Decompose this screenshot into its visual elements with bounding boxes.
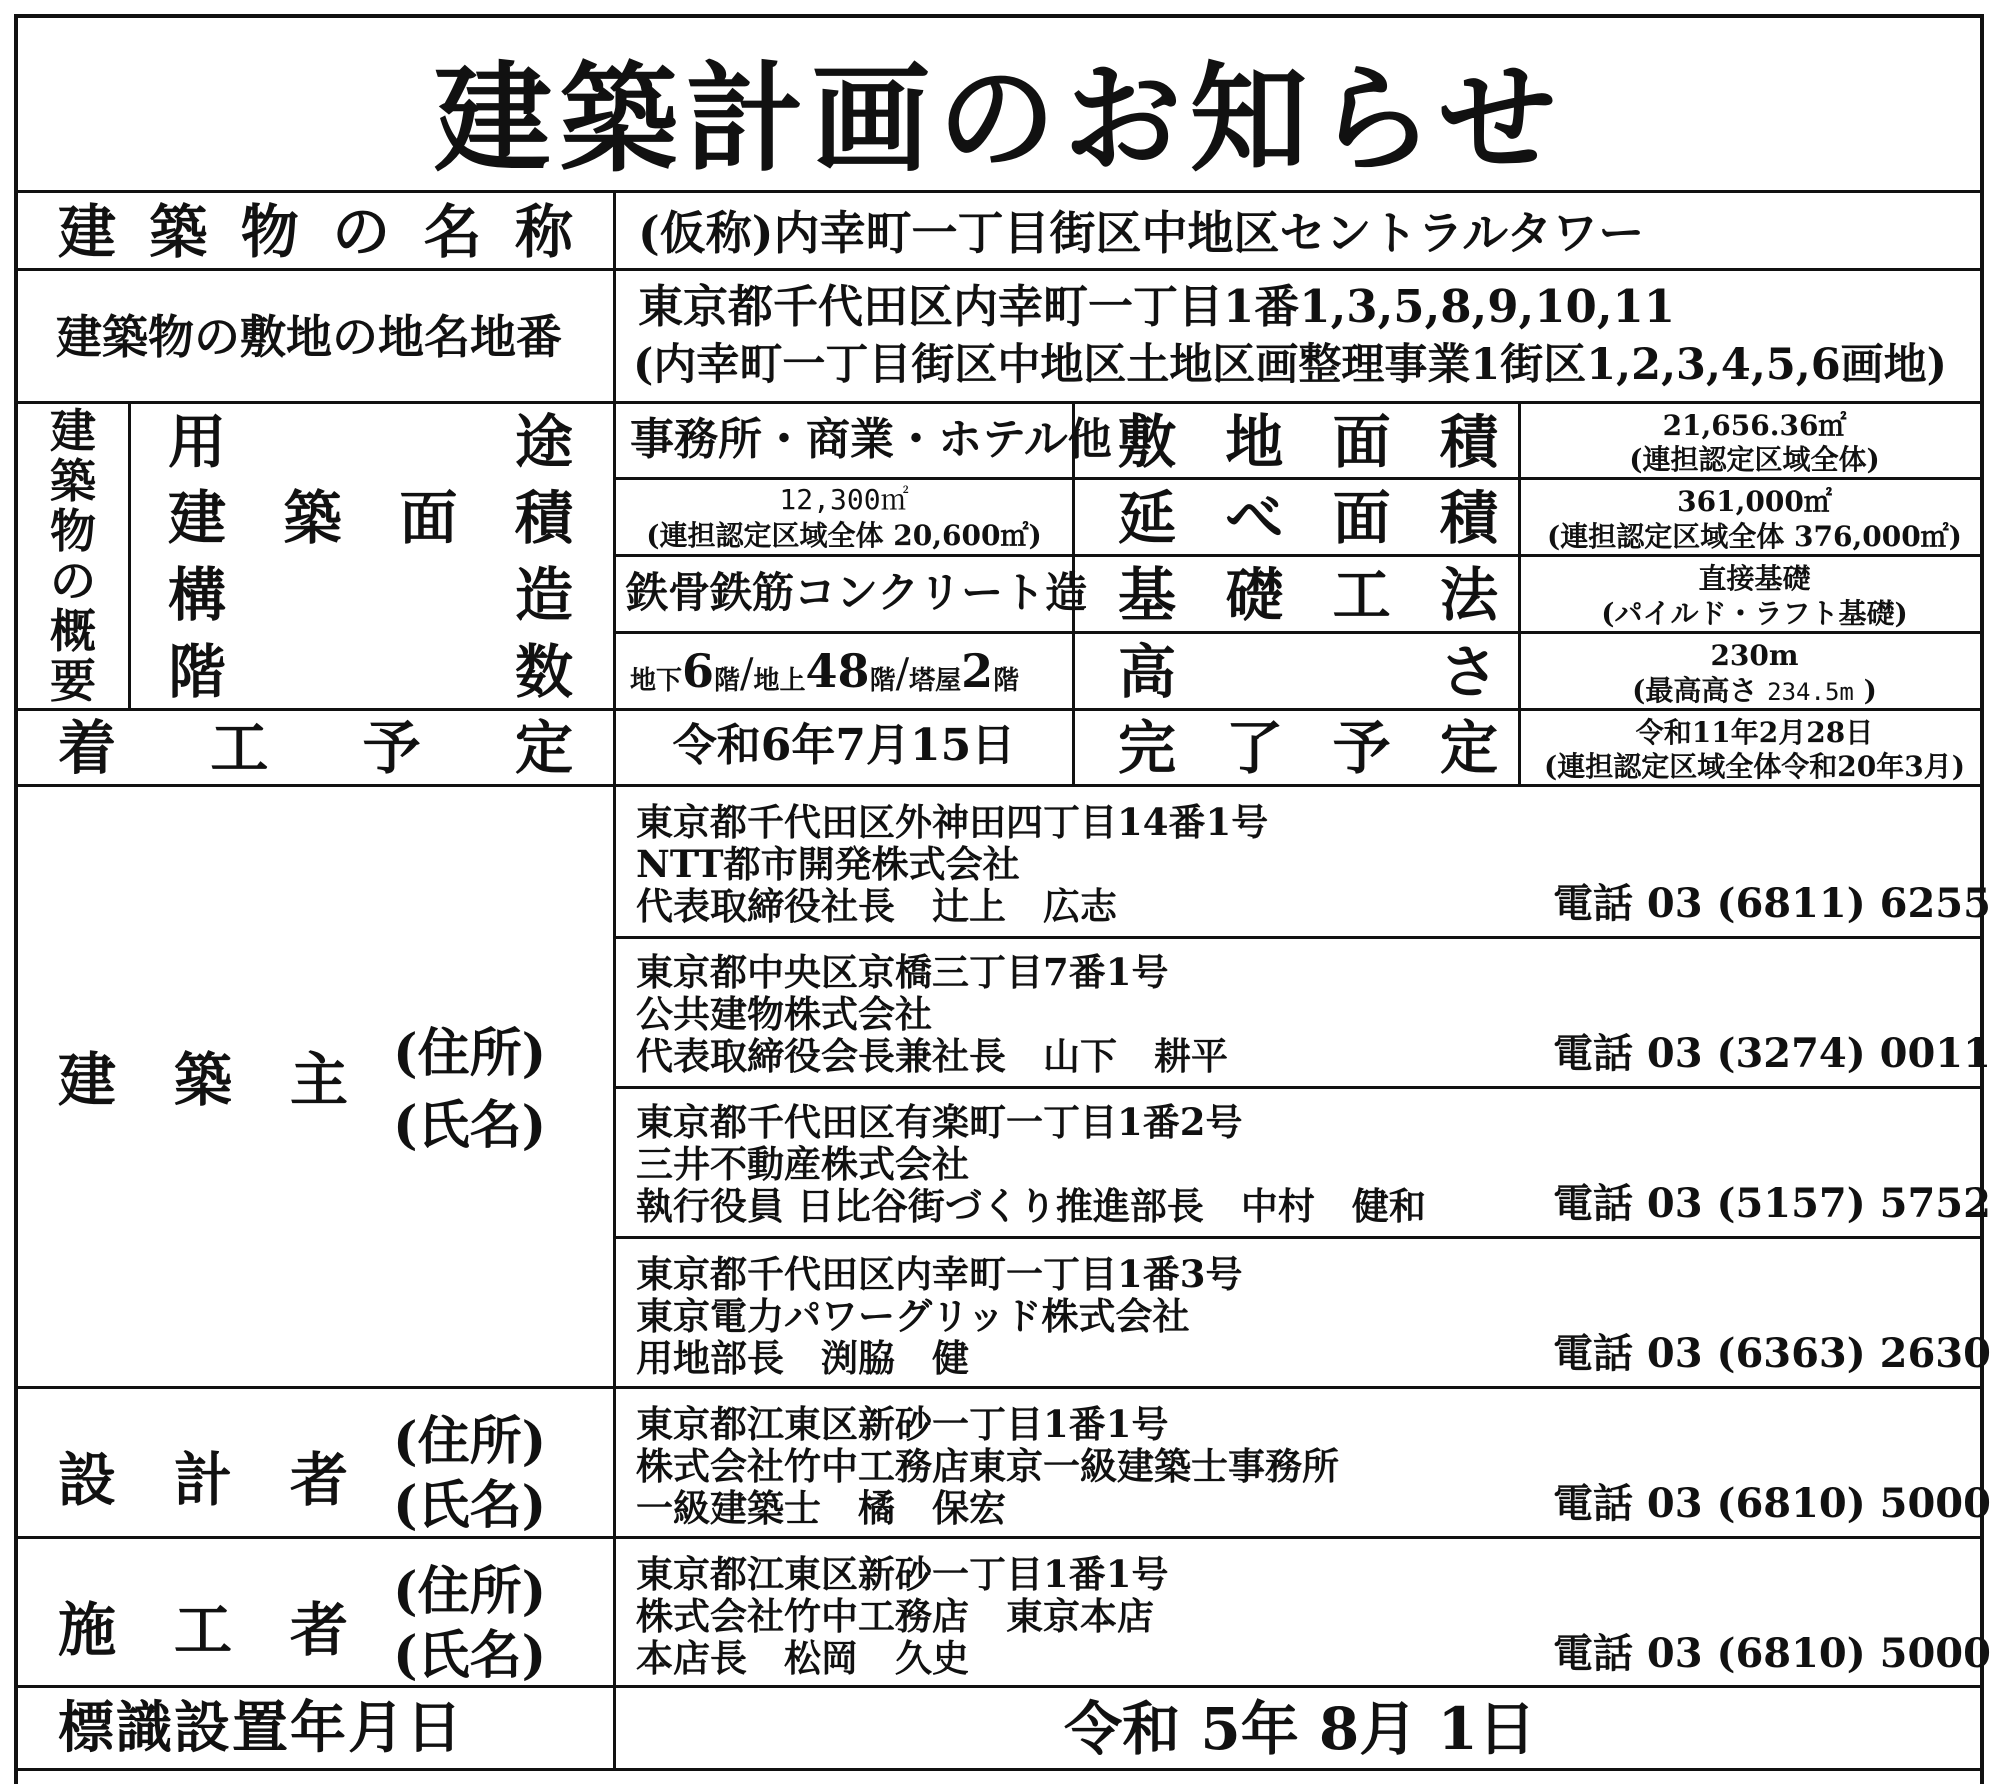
rule	[18, 784, 1980, 787]
height-note	[1521, 674, 1988, 707]
floor-area-note: (連担認定区域全体 376,000㎡)	[1547, 520, 1962, 553]
owner-3-company: 三井不動産株式会社	[636, 1142, 969, 1186]
rule	[613, 1086, 1980, 1089]
owner-3-phone: 電話 03 (5157) 5752	[1553, 1180, 1991, 1227]
page-title: 建築計画のお知らせ	[433, 49, 1565, 188]
overview-char: 概	[50, 604, 96, 658]
rule	[18, 1386, 1980, 1389]
height-note-prefix: (最高高さ	[1632, 674, 1758, 707]
rule	[18, 1768, 1980, 1771]
overview-char: の	[50, 554, 96, 608]
owner-1-phone: 電話 03 (6811) 6255	[1553, 880, 1991, 927]
rule	[613, 477, 1980, 480]
site-area-value: 21,656.36㎡	[1662, 409, 1847, 442]
owner-1-person: 代表取締役社長 辻上 広志	[636, 884, 1117, 928]
height-note-value: 234.5m	[1767, 678, 1854, 706]
owner-2-person: 代表取締役会長兼社長 山下 耕平	[636, 1034, 1228, 1078]
building-area-note: (連担認定区域全体 20,600㎡)	[646, 519, 1042, 552]
designer-phone: 電話 03 (6810) 5000	[1553, 1480, 1991, 1527]
floor-area-value: 361,000㎡	[1677, 485, 1832, 518]
floors-underground-prefix: 地下	[630, 666, 683, 696]
overview-char: 築	[50, 454, 96, 508]
contractor-sub1: (住所)	[393, 1561, 547, 1622]
floors-underground: 6	[682, 644, 715, 698]
rule	[18, 190, 1980, 193]
start-value: 令和6年7月15日	[672, 720, 1016, 771]
owner-4-phone: 電話 03 (6363) 2630	[1553, 1330, 1991, 1377]
owner-3-address: 東京都千代田区有楽町一丁目1番2号	[636, 1100, 1243, 1144]
owner-sub2: (氏名)	[393, 1095, 547, 1156]
foundation-label: 基 礎 工 法	[1118, 561, 1498, 629]
structure-label: 構 造	[168, 561, 573, 629]
designer-label: 設 計 者	[58, 1446, 348, 1514]
owner-4-company: 東京電力パワーグリッド株式会社	[636, 1294, 1190, 1338]
height-label: 高 さ	[1118, 638, 1498, 706]
designer-sub1: (住所)	[393, 1411, 547, 1472]
floors-unit: 階	[869, 666, 896, 696]
height-note-suffix: )	[1863, 674, 1877, 707]
structure-value: 鉄骨鉄筋コンクリート造	[626, 568, 1088, 617]
sign-date-label: 標識設置年月日	[58, 1695, 464, 1761]
floors-unit: 階	[714, 666, 741, 696]
designer-sub2: (氏名)	[393, 1475, 547, 1536]
foundation-note: (パイルド・ラフト基礎)	[1601, 597, 1908, 630]
contractor-person: 本店長 松岡 久史	[636, 1636, 969, 1680]
owner-1-company: NTT都市開発株式会社	[636, 842, 1020, 886]
building-area-value: 12,300㎡	[779, 483, 909, 516]
floor-area-label: 延 べ 面 積	[1118, 484, 1498, 552]
rule	[18, 268, 1980, 271]
contractor-address: 東京都江東区新砂一丁目1番1号	[636, 1552, 1169, 1596]
floors-above-prefix: 地上	[753, 666, 806, 696]
sign-date-value: 令和 5年 8月 1日	[1064, 1695, 1536, 1763]
owner-2-company: 公共建物株式会社	[636, 992, 932, 1036]
owner-1-address: 東京都千代田区外神田四丁目14番1号	[636, 800, 1269, 844]
owner-2-address: 東京都中央区京橋三丁目7番1号	[636, 950, 1169, 994]
overview-char: 物	[50, 504, 96, 558]
owner-3-person: 執行役員 日比谷街づくり推進部長 中村 健和	[636, 1184, 1426, 1228]
completion-value: 令和11年2月28日	[1635, 716, 1874, 749]
start-label: 着 工 予 定	[58, 714, 573, 782]
building-area-label: 建 築 面 積	[168, 484, 573, 552]
owner-label: 建 築 主	[58, 1046, 348, 1114]
notice-board	[14, 14, 1991, 1784]
height-value: 230m	[1710, 639, 1799, 672]
site-area-note: (連担認定区域全体)	[1629, 443, 1880, 476]
completion-note: (連担認定区域全体令和20年3月)	[1544, 750, 1965, 783]
contractor-company: 株式会社竹中工務店 東京本店	[636, 1594, 1154, 1638]
floors-roof: 2	[961, 644, 994, 698]
rule	[613, 190, 616, 1768]
rule	[18, 401, 1980, 404]
building-name-label: 建 築 物 の 名 称	[58, 198, 573, 266]
designer-company: 株式会社竹中工務店東京一級建築士事務所	[636, 1444, 1339, 1488]
site-address-line1: 東京都千代田区内幸町一丁目1番1,3,5,8,9,10,11	[638, 280, 1676, 333]
floors-roof-prefix: 塔屋	[909, 666, 962, 696]
overview-group-label	[18, 406, 128, 706]
floors-sep: /	[740, 651, 754, 697]
site-area-label: 敷 地 面 積	[1118, 408, 1498, 476]
floors-unit: 階	[993, 666, 1020, 696]
rule	[613, 631, 1980, 634]
rule	[18, 1685, 1980, 1688]
designer-person: 一級建築士 橘 保宏	[636, 1486, 1006, 1530]
owner-4-person: 用地部長 渕脇 健	[636, 1336, 969, 1380]
rule	[613, 936, 1980, 939]
overview-char: 要	[50, 654, 96, 708]
rule	[18, 1536, 1980, 1539]
completion-label: 完 了 予 定	[1118, 714, 1498, 782]
floors-value	[630, 644, 1020, 698]
floors-sep: /	[895, 651, 910, 697]
usage-value: 事務所・商業・ホテル他	[630, 414, 1112, 465]
floors-above: 48	[805, 644, 870, 698]
rule	[613, 1236, 1980, 1239]
rule	[18, 708, 1980, 711]
contractor-phone: 電話 03 (6810) 5000	[1553, 1630, 1991, 1677]
foundation-value: 直接基礎	[1698, 562, 1811, 595]
contractor-sub2: (氏名)	[393, 1625, 547, 1686]
usage-label: 用 途	[168, 408, 573, 476]
site-label: 建築物の敷地の地名地番	[56, 310, 562, 364]
owner-sub1: (住所)	[393, 1023, 547, 1084]
owner-2-phone: 電話 03 (3274) 0011	[1553, 1030, 1991, 1077]
rule	[613, 554, 1980, 557]
designer-address: 東京都江東区新砂一丁目1番1号	[636, 1402, 1169, 1446]
floors-label: 階 数	[168, 638, 573, 706]
contractor-label: 施 工 者	[58, 1596, 348, 1664]
overview-char: 建	[50, 404, 96, 458]
rule	[128, 401, 131, 708]
owner-4-address: 東京都千代田区内幸町一丁目1番3号	[636, 1252, 1243, 1296]
building-name-value: (仮称)内幸町一丁目街区中地区セントラルタワー	[638, 206, 1645, 260]
site-address-line2: (内幸町一丁目街区中地区土地区画整理事業1街区1,2,3,4,5,6画地)	[633, 340, 1947, 390]
